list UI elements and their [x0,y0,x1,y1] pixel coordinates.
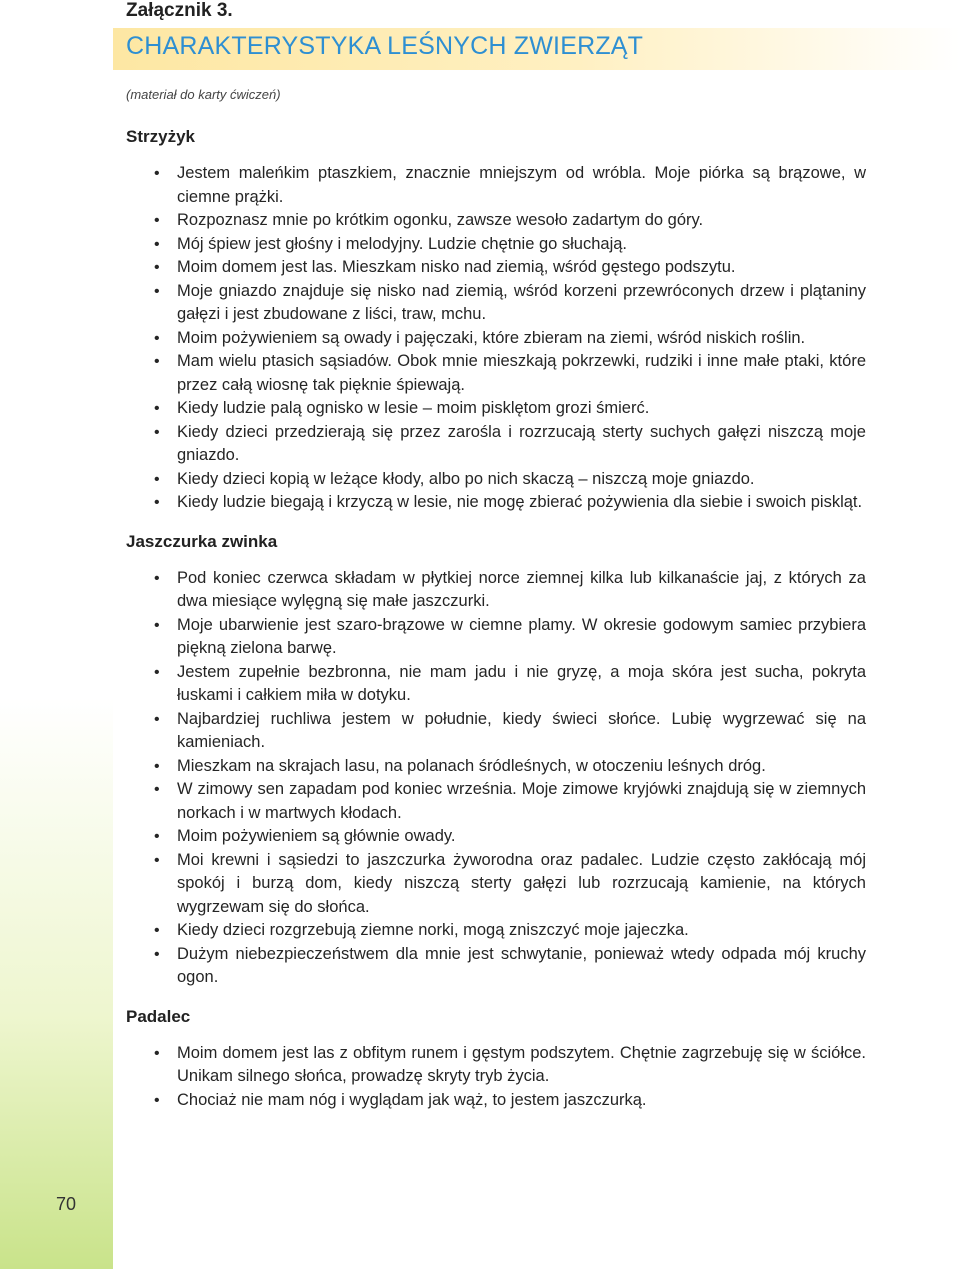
list-item: • Jestem maleńkim ptaszkiem, znacznie mniejszym od wróbla. Moje piórka są brązowe, w ciemne prążki. [126,162,866,209]
side-decoration-band [0,0,113,1269]
bullet-list [126,567,866,990]
list-item: • Mam wielu ptasich sąsiadów. Obok mnie mieszkają pokrzewki, rudziki i inne małe ptaki, które przez całą wiosnę tak pięknie śpiewają. [126,350,866,397]
list-item: • Moje ubarwienie jest szaro-brązowe w ciemne plamy. W okresie godowym samiec przybiera piękną zielona barwę. [126,614,866,661]
list-item: • Moim domem jest las z obfitym runem i gęstym podszytem. Chętnie zagrzebuję się w ściółce. Unikam silnego słońca, prowadzę skryty tryb życia. [126,1042,866,1089]
section-heading: Strzyżyk [126,127,195,146]
section-jaszczurka-zwinka [126,529,866,990]
list-item: • Moim domem jest las. Mieszkam nisko nad ziemią, wśród gęstego podszytu. [126,256,866,280]
list-item: • Moim pożywieniem są owady i pajęczaki, które zbieram na ziemi, wśród niskich roślin. [126,327,866,351]
page-title: CHARAKTERYSTYKA LEŚNYCH ZWIERZĄT [126,32,644,60]
list-item: • Kiedy dzieci kopią w leżące kłody, albo po nich skaczą – niszczą moje gniazdo. [126,468,866,492]
list-item: • Rozpoznasz mnie po krótkim ogonku, zawsze wesoło zadartym do góry. [126,209,866,233]
list-item: • Mieszkam na skrajach lasu, na polanach śródleśnych, w otoczeniu leśnych dróg. [126,755,866,779]
list-item: • Moi krewni i sąsiedzi to jaszczurka żyworodna oraz padalec. Ludzie często zakłócają mój spokój i burzą dom, kiedy niszczą sterty gałęzi lub rozrzucają kamienie, na których wygrzewam się do słońca. [126,849,866,920]
bullet-list [126,162,866,515]
document-content [126,124,866,1126]
list-item: • Moim pożywieniem są głównie owady. [126,825,866,849]
section-strzyzyk [126,124,866,515]
page-number: 70 [55,1194,77,1214]
list-item: • Kiedy ludzie palą ognisko w lesie – moim pisklętom grozi śmierć. [126,397,866,421]
list-item: • Jestem zupełnie bezbronna, nie mam jadu i nie gryzę, a moja skóra jest sucha, pokryta łuskami i całkiem miła w dotyku. [126,661,866,708]
bullet-list [126,1042,866,1113]
list-item: • Kiedy ludzie biegają i krzyczą w lesie, nie mogę zbierać pożywienia dla siebie i swoich piskląt. [126,491,866,515]
list-item: • Najbardziej ruchliwa jestem w południe, kiedy świeci słońce. Lubię wygrzewać się na kamieniach. [126,708,866,755]
page-subtitle: (materiał do karty ćwiczeń) [126,87,281,102]
list-item: • Mój śpiew jest głośny i melodyjny. Ludzie chętnie go słuchają. [126,233,866,257]
list-item: • Dużym niebezpieczeństwem dla mnie jest schwytanie, ponieważ wtedy odpada mój kruchy ogon. [126,943,866,990]
section-heading: Padalec [126,1006,191,1026]
list-item: • W zimowy sen zapadam pod koniec września. Moje zimowe kryjówki znajdują się w ziemnych norkach i w martwych kłodach. [126,778,866,825]
list-item: • Chociaż nie mam nóg i wyglądam jak wąż, to jestem jaszczurką. [126,1089,866,1113]
list-item: • Moje gniazdo znajduje się nisko nad ziemią, wśród korzeni przewróconych drzew i plątaniny gałęzi i jest zbudowane z liści, traw, mchu. [126,280,866,327]
list-item: • Kiedy dzieci rozgrzebują ziemne norki, mogą zniszczyć moje jajeczka. [126,919,866,943]
section-padalec [126,1004,866,1113]
list-item: • Pod koniec czerwca składam w płytkiej norce ziemnej kilka lub kilkanaście jaj, z których za dwa miesiące wylęgną się małe jaszczurki. [126,567,866,614]
list-item: • Kiedy dzieci przedzierają się przez zarośla i rozrzucają sterty suchych gałęzi niszczą moje gniazdo. [126,421,866,468]
section-heading: Jaszczurka zwinka [126,531,278,551]
appendix-label: Załącznik 3. [126,0,233,21]
